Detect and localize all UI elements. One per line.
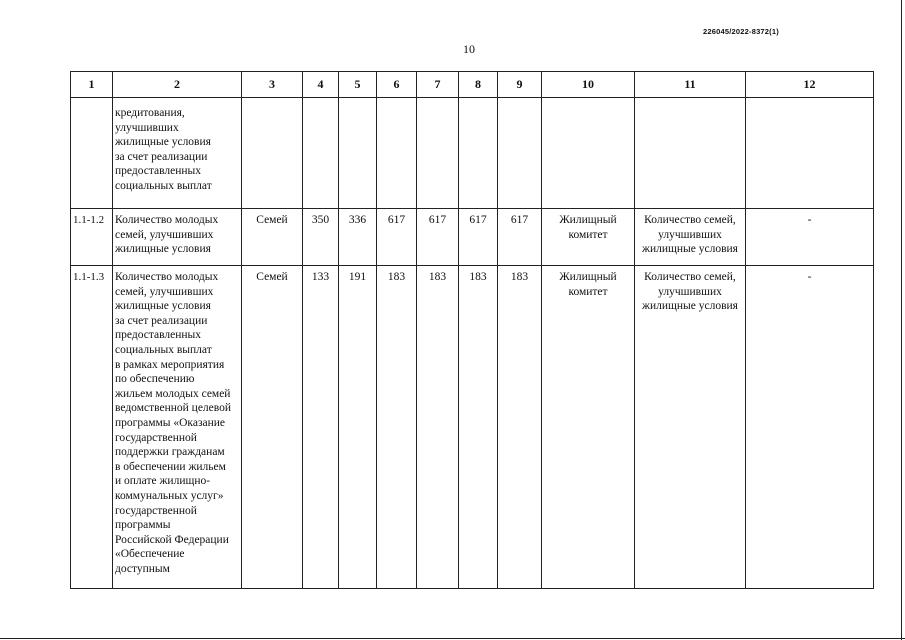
column-header: 4 xyxy=(303,72,339,98)
table-row xyxy=(71,209,874,266)
row-value xyxy=(339,98,377,209)
row-indicator-name: Количество молодых семей, улучшивших жилищные условия за счет реализации предоставленных социальных выплат в рамках мероприятия по обеспечению жильем молодых семей ведомственной целевой программы «Оказание государственной поддержки гражданам в обеспечении жильем и оплате жилищно- коммунальных услуг» государственной программы Российской Федерации «Обеспечение доступным xyxy=(113,266,242,589)
table-row xyxy=(71,98,874,209)
column-header: 5 xyxy=(339,72,377,98)
indicators-table xyxy=(70,71,874,589)
row-value: 183 xyxy=(417,266,459,589)
column-header: 12 xyxy=(746,72,874,98)
row-value xyxy=(459,98,498,209)
column-header: 2 xyxy=(113,72,242,98)
row-indicator-name: кредитования, улучшивших жилищные условия за счет реализации предоставленных социальных выплат xyxy=(113,98,242,209)
column-header: 3 xyxy=(242,72,303,98)
scan-frame-bottom xyxy=(0,638,905,639)
row-note: - xyxy=(746,266,874,589)
scan-frame-right xyxy=(901,0,902,640)
table-header-row xyxy=(71,72,874,98)
row-responsible xyxy=(542,98,635,209)
column-header: 10 xyxy=(542,72,635,98)
row-unit: Семей xyxy=(242,266,303,589)
row-value xyxy=(417,98,459,209)
row-code: 1.1-1.3 xyxy=(71,266,113,589)
row-indicator: Количество семей, улучшивших жилищные условия xyxy=(635,209,746,266)
row-value xyxy=(377,98,417,209)
column-header: 6 xyxy=(377,72,417,98)
page-number: 10 xyxy=(463,42,475,56)
row-value: 617 xyxy=(377,209,417,266)
row-indicator: Количество семей, улучшивших жилищные условия xyxy=(635,266,746,589)
row-value: 133 xyxy=(303,266,339,589)
row-unit: Семей xyxy=(242,209,303,266)
row-indicator-name: Количество молодых семей, улучшивших жилищные условия xyxy=(113,209,242,266)
row-value xyxy=(303,98,339,209)
row-responsible: Жилищный комитет xyxy=(542,266,635,589)
row-value: 191 xyxy=(339,266,377,589)
row-code: 1.1-1.2 xyxy=(71,209,113,266)
column-header: 9 xyxy=(498,72,542,98)
row-value xyxy=(498,98,542,209)
row-value: 183 xyxy=(459,266,498,589)
column-header: 7 xyxy=(417,72,459,98)
row-note: - xyxy=(746,209,874,266)
row-value: 183 xyxy=(498,266,542,589)
row-note xyxy=(746,98,874,209)
row-value: 617 xyxy=(459,209,498,266)
column-header: 8 xyxy=(459,72,498,98)
row-value: 617 xyxy=(417,209,459,266)
document-registration-number: 226045/2022-8372(1) xyxy=(703,27,779,36)
column-header: 11 xyxy=(635,72,746,98)
row-unit xyxy=(242,98,303,209)
row-code xyxy=(71,98,113,209)
table-row xyxy=(71,266,874,589)
row-value: 336 xyxy=(339,209,377,266)
row-value: 183 xyxy=(377,266,417,589)
row-indicator xyxy=(635,98,746,209)
row-value: 350 xyxy=(303,209,339,266)
row-responsible: Жилищный комитет xyxy=(542,209,635,266)
row-value: 617 xyxy=(498,209,542,266)
column-header: 1 xyxy=(71,72,113,98)
